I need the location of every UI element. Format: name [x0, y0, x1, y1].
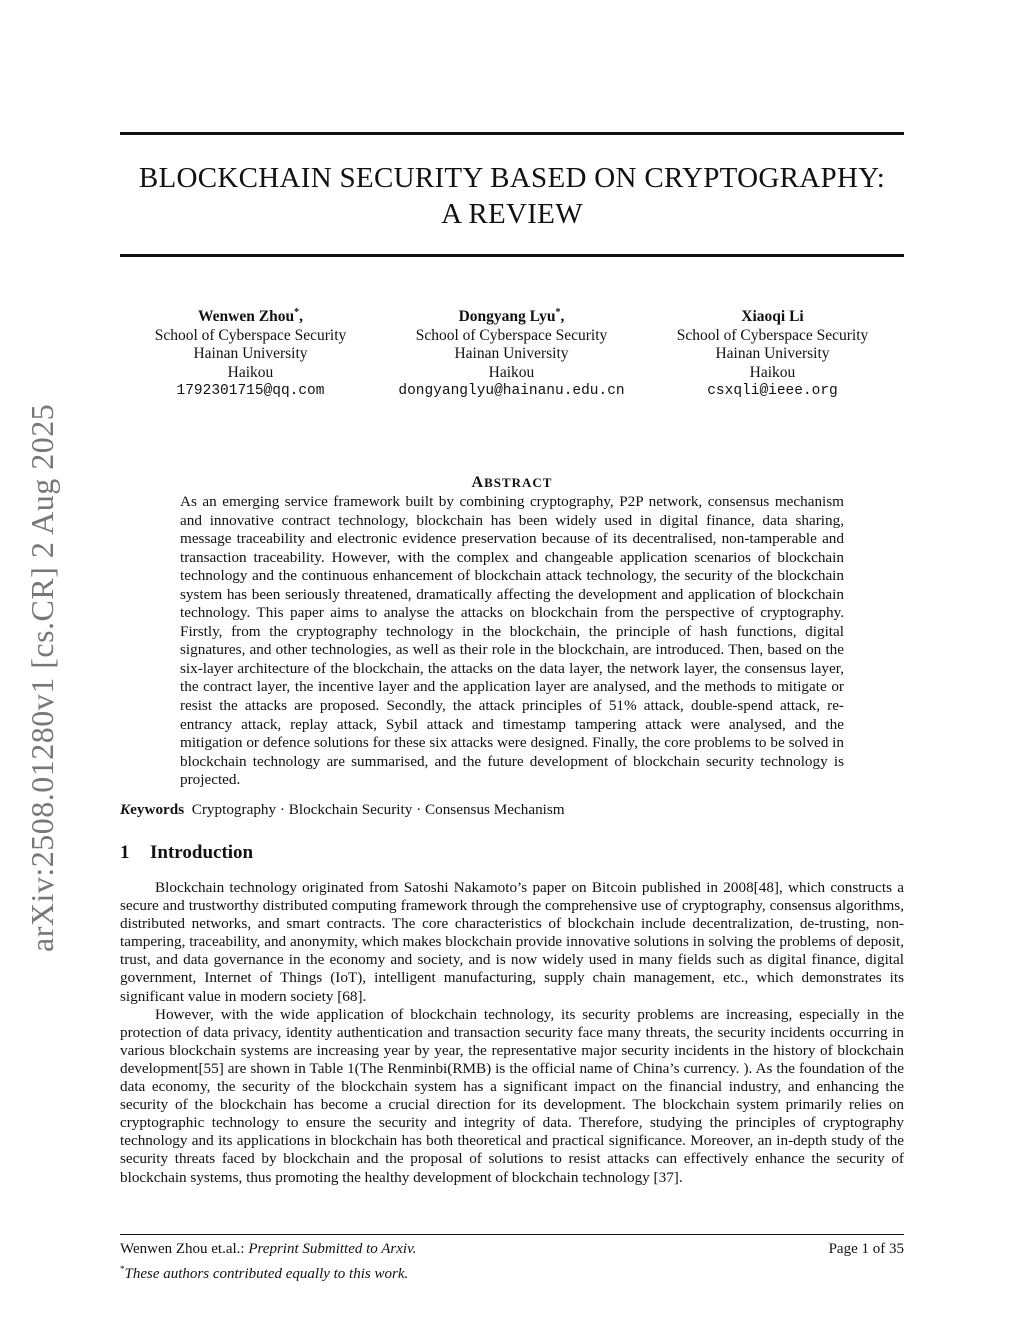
footnote: *These authors contributed equally to this work.	[120, 1264, 409, 1282]
equal-contribution-mark: *	[555, 307, 561, 318]
author-1: Wenwen Zhou*, School of Cyberspace Security Hainan University Haikou 1792301715@qq.com	[120, 304, 381, 401]
title-bottom-rule	[120, 254, 904, 257]
introduction-body	[120, 879, 904, 1187]
author-city: Haikou	[488, 363, 535, 381]
abstract-heading: ABSTRACT	[471, 474, 553, 491]
section-title: Introduction	[150, 842, 254, 863]
author-name: Dongyang Lyu	[458, 308, 556, 326]
author-school: School of Cyberspace Security	[415, 326, 608, 344]
author-email[interactable]: 1792301715@qq.com	[176, 383, 325, 400]
author-school: School of Cyberspace Security	[154, 326, 347, 344]
author-school: School of Cyberspace Security	[676, 326, 869, 344]
keywords-text: Cryptography · Blockchain Security · Consensus Mechanism	[191, 801, 565, 818]
title-line-1: BLOCKCHAIN SECURITY BASED ON CRYPTOGRAPHY:	[138, 162, 886, 194]
section-heading-introduction	[120, 842, 253, 864]
title-top-rule	[120, 132, 904, 135]
title-line-2: A REVIEW	[441, 198, 583, 230]
footer-citation: Wenwen Zhou et.al.: Preprint Submitted to Arxiv.	[120, 1241, 417, 1257]
paragraph: Blockchain technology originated from Satoshi Nakamoto’s paper on Bitcoin published in 2008[48], which constructs a secure and trustworthy distributed computing framework through the comprehensive use of cryptography, consensus algorithms, distributed networks, and smart contracts. The core characteristics of blockchain include decentralization, de-trusting, non-tampering, traceability, and anonymity, which makes blockchain provide innovative solutions in solving the problems of deposit, trust, and data governance in the economy and society, and is now widely used in many fields such as digital finance, digital government, Internet of Things (IoT), intelligent manufacturing, supply chain management, etc., which demonstrates its significant value in modern society [68].	[120, 879, 904, 1005]
keywords-line	[120, 800, 565, 819]
section-number: 1	[120, 842, 130, 863]
paragraph: However, with the wide application of blockchain technology, its security problems are increasing, especially in the protection of data privacy, identity authentication and transaction security face many threats, the security incidents occurring in various blockchain systems are increasing year by year, the representative major security incidents in the history of blockchain development[55] are shown in Table 1(The Renminbi(RMB) is the official name of China’s currency. ). As the foundation of the data economy, the security of the blockchain system has a significant impact on the financial industry, and enhancing the security of the blockchain has become a crucial direction for its development. The blockchain system primarily relies on cryptographic technology to ensure the security and integrity of data. Therefore, studying the principles of cryptography technology and its applications in blockchain has both theoretical and practical significance. Moreover, an in-depth study of the security threats faced by blockchain and the proposal of solutions to resist attacks can effectively enhance the security of blockchain systems, thus promoting the healthy development of blockchain technology [37].	[120, 1005, 904, 1186]
author-city: Haikou	[749, 363, 796, 381]
author-email[interactable]: csxqli@ieee.org	[707, 383, 838, 400]
author-city: Haikou	[227, 363, 274, 381]
author-name: Wenwen Zhou	[198, 308, 295, 326]
keywords-label: Keywords	[120, 801, 185, 818]
page-number: Page 1 of 35	[828, 1241, 904, 1257]
author-university: Hainan University	[715, 345, 830, 363]
equal-contribution-mark: *	[294, 307, 300, 318]
author-2: Dongyang Lyu*, School of Cyberspace Security Hainan University Haikou dongyanglyu@hainanu.edu.cn	[381, 304, 642, 401]
author-university: Hainan University	[454, 345, 569, 363]
paper-title	[120, 160, 904, 232]
author-email[interactable]: dongyanglyu@hainanu.edu.cn	[398, 383, 625, 400]
footer-rule	[120, 1234, 904, 1235]
author-block	[120, 304, 904, 401]
author-name: Xiaoqi Li	[741, 308, 804, 326]
author-university: Hainan University	[193, 345, 308, 363]
arxiv-identifier[interactable]: arXiv:2508.01280v1 [cs.CR] 2 Aug 2025	[24, 403, 60, 952]
abstract-text: As an emerging service framework built by combining cryptography, P2P network, consensus mechanism and innovative contract technology, blockchain has been widely used in digital finance, data sharing, message traceability and electronic evidence preservation because of its decentralised, non-tamperable and transaction traceability. However, with the complex and changeable application scenarios of blockchain technology and the continuous enhancement of blockchain attack technology, the security of the blockchain system has been seriously threatened, dramatically affecting the development and application of blockchain technology. This paper aims to analyse the attacks on blockchain from the perspective of cryptography. Firstly, from the cryptography technology in the blockchain, the principle of hash functions, digital signatures, and other technologies, as well as their role in the blockchain, are introduced. Then, based on the six-layer architecture of the blockchain, the attacks on the data layer, the network layer, the consensus layer, the contract layer, the incentive layer and the application layer are analysed, and the methods to mitigate or resist the attacks are proposed. Secondly, the attack principles of 51% attack, double-spend attack, re-entrancy attack, replay attack, Sybil attack and timestamp tampering attack were analysed, and the mitigation or defence solutions for these six attacks were designed. Finally, the core problems to be solved in blockchain technology are summarised, and the future development of blockchain security technology is projected.	[180, 493, 844, 789]
author-3	[642, 304, 903, 401]
